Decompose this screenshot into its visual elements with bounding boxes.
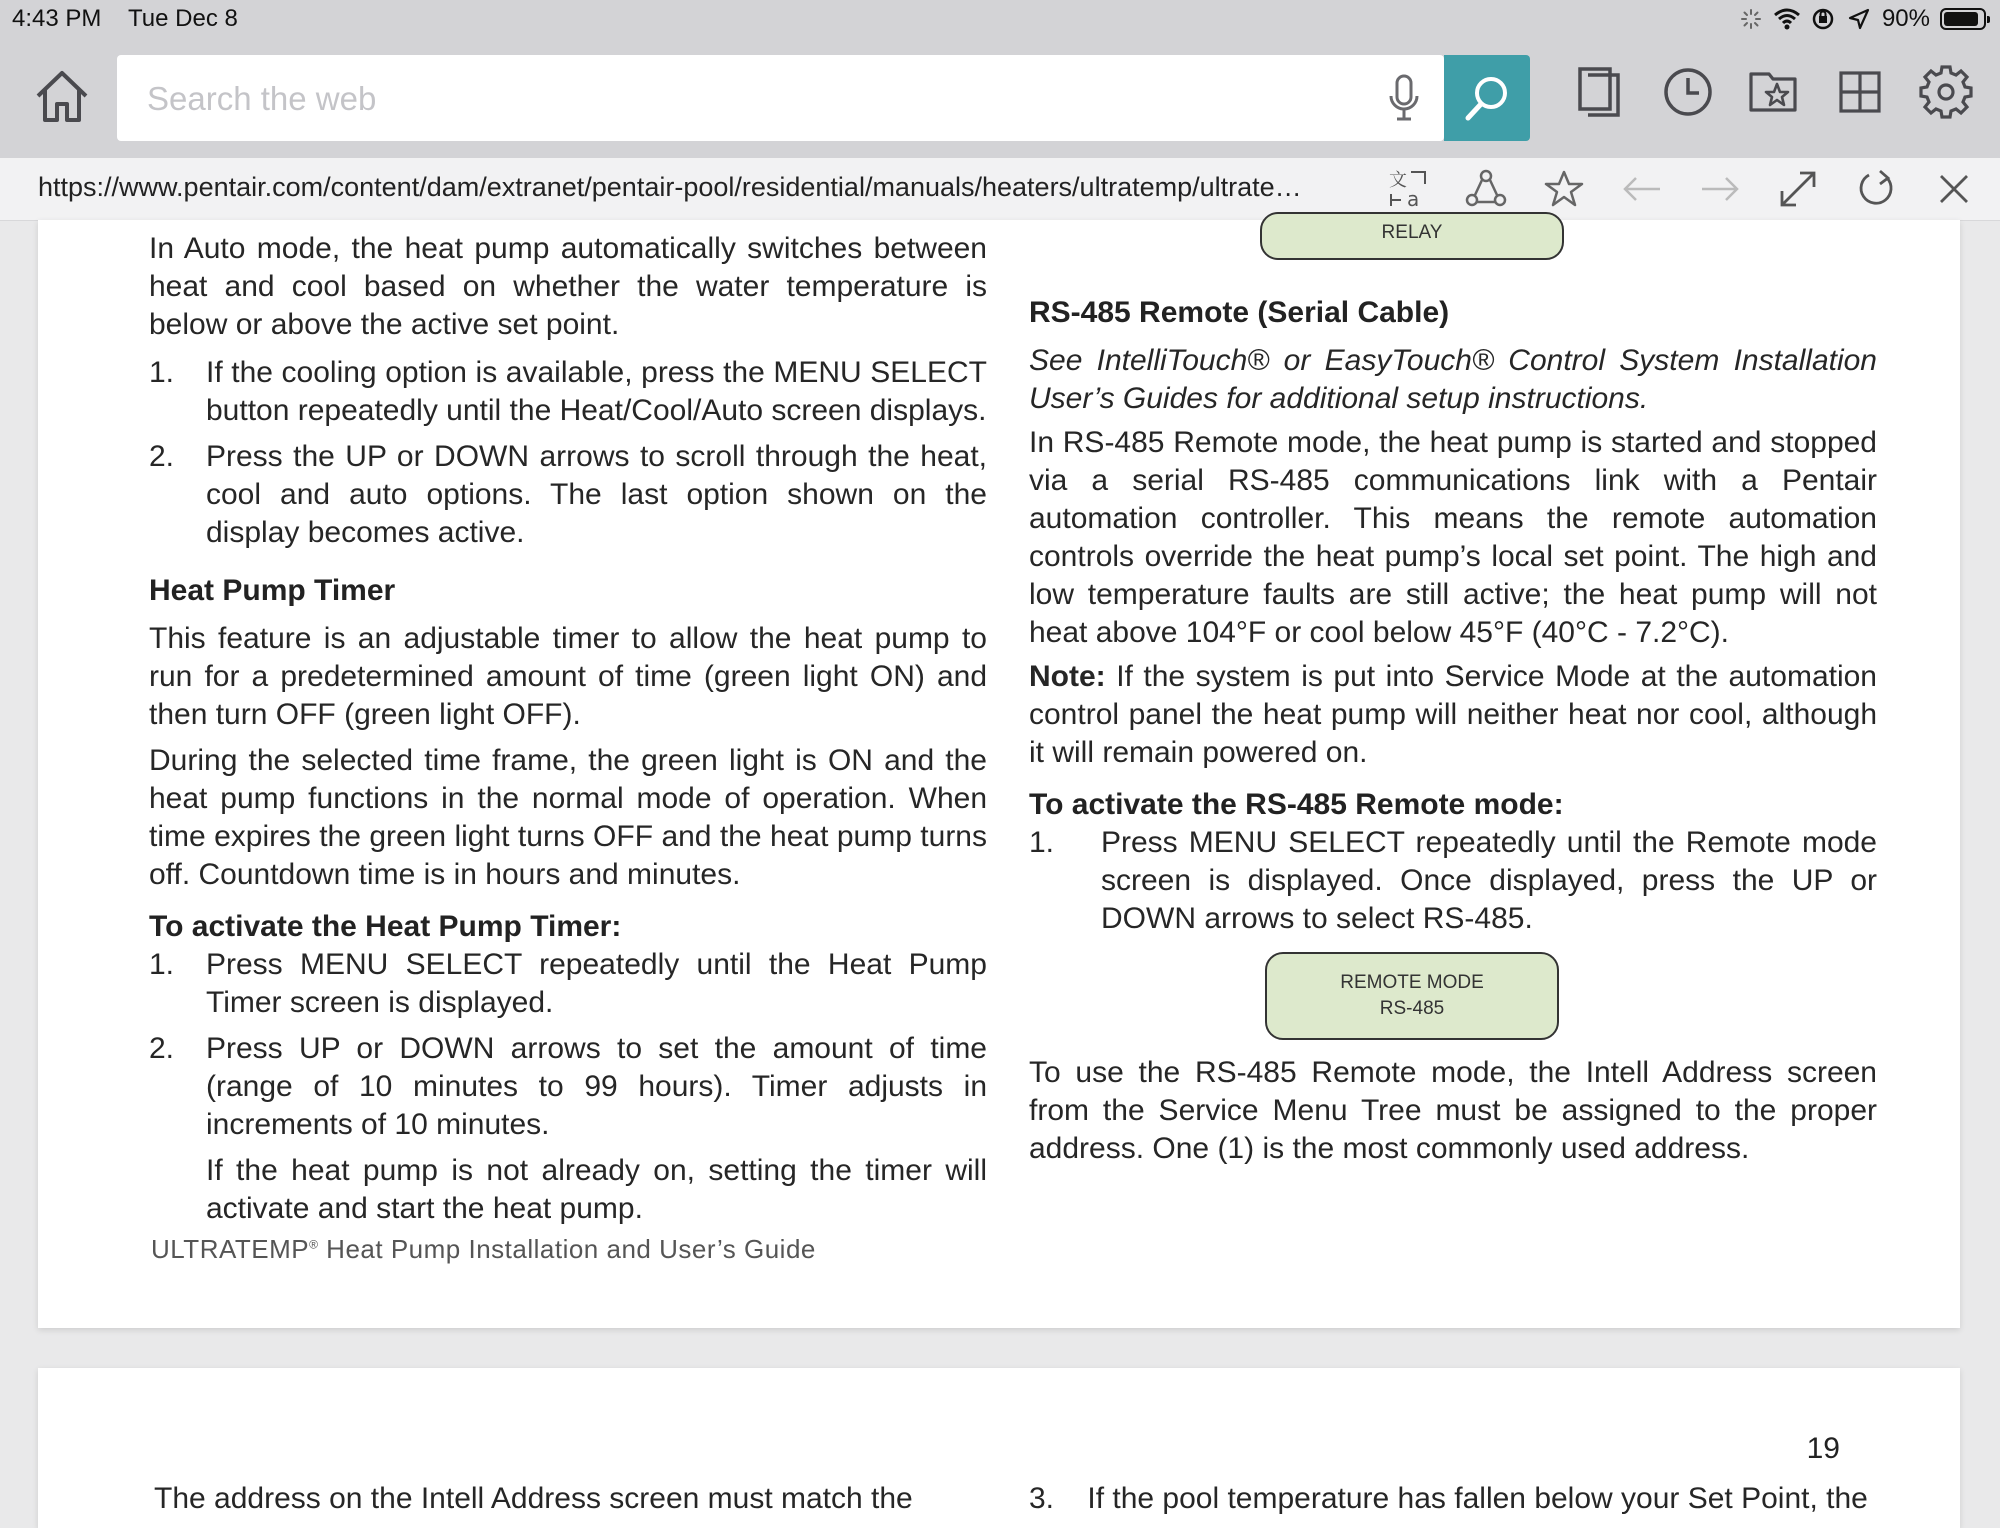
browser-toolbar (0, 38, 2000, 158)
battery-icon (1940, 8, 1986, 30)
lcd-line-1: REMOTE MODE (1340, 972, 1484, 993)
list-item: 1. Press MENU SELECT repeatedly until the Heat Pump Timer screen is displayed. (149, 948, 987, 1019)
search-input[interactable] (145, 55, 1379, 143)
settings-gear-icon[interactable] (1916, 62, 1976, 122)
activate-remote-heading: To activate the RS-485 Remote mode: (1029, 788, 1564, 821)
url-actions (1385, 166, 1977, 212)
location-arrow-icon (1846, 6, 1872, 32)
status-bar (0, 0, 2000, 38)
activate-timer-heading: To activate the Heat Pump Timer: (149, 910, 622, 943)
favorites-icon[interactable] (1744, 62, 1804, 122)
rs485-heading: RS-485 Remote (Serial Cable) (1029, 296, 1450, 329)
fullscreen-icon[interactable] (1775, 166, 1821, 212)
page-number: 19 (1806, 1432, 1840, 1465)
history-icon[interactable] (1658, 62, 1718, 122)
timer-paragraph: This feature is an adjustable timer to allow the heat pump to run for a predetermined amount of time (green light ON) and then turn OFF (green light OFF). (149, 622, 987, 731)
guide-footer-title: ULTRATEMP® Heat Pump Installation and User’s Guide (151, 1234, 816, 1264)
share-icon[interactable] (1463, 166, 1509, 212)
microphone-icon[interactable] (1379, 73, 1429, 123)
intell-address-paragraph: To use the RS-485 Remote mode, the Intell Address screen from the Service Menu Tree must be assigned to the proper address. One (1) is the most commonly used address. (1029, 1056, 1877, 1165)
next-page-left-text: The address on the Intell Address screen must match the (154, 1482, 913, 1515)
loading-spinner-icon (1738, 6, 1764, 32)
timer-note: If the heat pump is not already on, setting the timer will activate and start the heat pump. (206, 1154, 987, 1225)
back-arrow-icon[interactable] (1619, 166, 1665, 212)
forward-arrow-icon[interactable] (1697, 166, 1743, 212)
document-page (38, 220, 1960, 1328)
url-bar (0, 158, 2000, 221)
list-item: 1. If the cooling option is available, press the MENU SELECT button repeatedly until the Heat/Cool/Auto screen displays. (149, 356, 987, 427)
auto-mode-paragraph: In Auto mode, the heat pump automatically switches between heat and cool based on whether the water temperature is below or above the active set point. (149, 232, 987, 341)
search-bar (117, 55, 1444, 141)
apps-grid-icon[interactable] (1830, 62, 1890, 122)
see-guides-note: See IntelliTouch® or EasyTouch® Control System Installation User’s Guides for additional setup instructions. (1029, 344, 1877, 415)
status-time: 4:43 PM (12, 5, 102, 32)
svg-text:a: a (1407, 187, 1420, 210)
status-date: Tue Dec 8 (128, 5, 238, 32)
relay-display (1260, 212, 1564, 260)
remote-mode-display (1265, 952, 1559, 1040)
search-submit-button[interactable] (1444, 55, 1530, 141)
url-text[interactable]: https://www.pentair.com/content/dam/extranet/pentair-pool/residential/manuals/heaters/ultratemp/ultrate… (38, 172, 1302, 202)
battery-fill (1944, 12, 1978, 26)
wifi-icon (1774, 6, 1800, 32)
orientation-lock-icon (1810, 6, 1836, 32)
timer-heading: Heat Pump Timer (149, 574, 396, 607)
document-page-next (38, 1368, 1960, 1528)
search-icon (1462, 73, 1512, 123)
list-item: 2. Press the UP or DOWN arrows to scroll through the heat, cool and auto options. The last option shown on the display becomes active. (149, 440, 987, 549)
next-page-right-text: 3. If the pool temperature has fallen below your Set Point, the (1029, 1482, 1868, 1515)
bookmark-star-icon[interactable] (1541, 166, 1587, 212)
list-item: 2. Press UP or DOWN arrows to set the amount of time (range of 10 minutes to 99 hours). Timer adjusts in increments of 10 minutes. (149, 1032, 987, 1141)
svg-text:文: 文 (1389, 170, 1407, 191)
home-icon[interactable] (28, 60, 96, 132)
timer-paragraph-2: During the selected time frame, the green light is ON and the heat pump functions in the normal mode of operation. When time expires the green light turns OFF and the heat pump turns off. Countdown time is in hours and minutes. (149, 744, 987, 891)
list-item: 1. Press MENU SELECT repeatedly until the Remote mode screen is displayed. Once displayed, press the UP or DOWN arrows to select RS-485. (1029, 826, 1877, 935)
battery-percent: 90% (1881, 5, 1930, 32)
left-column (149, 230, 987, 1228)
right-column (1029, 294, 1877, 1168)
status-right-group (1738, 4, 1986, 34)
relay-label: RELAY (1381, 222, 1443, 243)
rs485-paragraph: In RS-485 Remote mode, the heat pump is started and stopped via a serial RS-485 communications link with a Pentair automation controller. This means the remote automation controls override the heat pump’s local set point. The high and low temperature faults are still active; the heat pump will not heat above 104°F or cool below 45°F (40°C - 7.2°C). (1029, 426, 1877, 649)
lcd-line-2: RS-485 (1379, 998, 1445, 1019)
reload-icon[interactable] (1853, 166, 1899, 212)
translate-icon[interactable] (1385, 166, 1431, 212)
tabs-icon[interactable] (1572, 62, 1628, 122)
service-mode-note: Note: If the system is put into Service Mode at the automation control panel the heat pump will neither heat nor cool, although it will remain powered on. (1029, 660, 1877, 769)
close-icon[interactable] (1931, 166, 1977, 212)
